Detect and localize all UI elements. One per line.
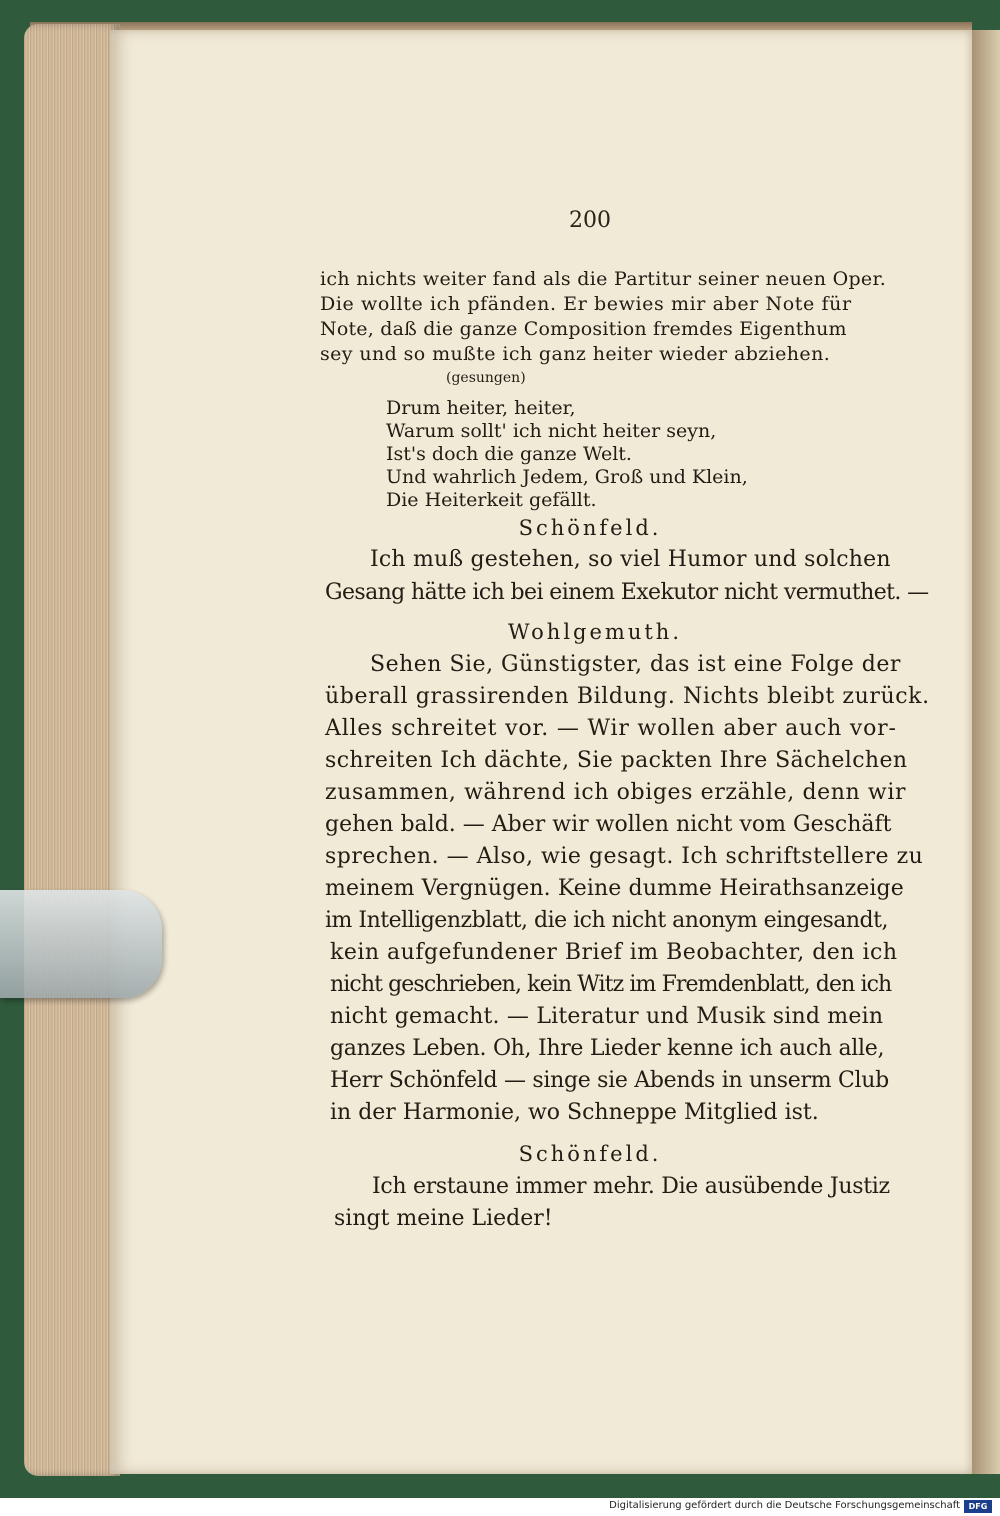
text-line: Die wollte ich pfänden. Er bewies mir aber Note für [320,293,852,315]
text-line: Ich muß gestehen, so viel Humor und solchen [370,547,891,572]
digitization-credit: Digitalisierung gefördert durch die Deutsche Forschungsgemeinschaft [609,1500,960,1511]
text-line: ich nichts weiter fand als die Partitur seiner neuen Oper. [320,268,887,290]
verse-line: Und wahrlich Jedem, Groß und Klein, [386,466,748,488]
dfg-logo: DFG [964,1500,992,1513]
text-line: in der Harmonie, wo Schneppe Mitglied ist. [330,1100,819,1125]
text-line: singt meine Lieder! [334,1206,553,1231]
text-line: ganzes Leben. Oh, Ihre Lieder kenne ich auch alle, [330,1036,885,1061]
text-line: meinem Vergnügen. Keine dumme Heirathsanzeige [325,876,904,901]
text-line: Ich erstaune immer mehr. Die ausübende Justiz [372,1174,890,1199]
text-line: Alles schreitet vor. — Wir wollen aber auch vor- [325,716,897,741]
verse-line: Drum heiter, heiter, [386,397,576,419]
text-line: sprechen. — Also, wie gesagt. Ich schriftstellere zu [325,844,924,869]
speaker-name: Wohlgemuth. [508,620,682,644]
text-line: nicht gemacht. — Literatur und Musik sind mein [330,1004,884,1029]
text-line: gehen bald. — Aber wir wollen nicht vom Geschäft [325,812,892,837]
text-line: Herr Schönfeld — singe sie Abends in unserm Club [330,1068,889,1093]
page-number: 200 [569,208,611,233]
text-line: schreiten Ich dächte, Sie packten Ihre Sächelchen [325,748,908,773]
text-line: kein aufgefundener Brief im Beobachter, den ich [330,940,898,965]
text-line: zusammen, während ich obiges erzähle, denn wir [325,780,907,805]
speaker-name: Schönfeld. [518,1142,662,1166]
speaker-name: Schönfeld. [518,516,662,540]
book-page-edges [24,24,120,1476]
page-marker-tab [0,890,162,998]
text-line: überall grassirenden Bildung. Nichts bleibt zurück. [325,684,930,709]
text-line: Note, daß die ganze Composition fremdes Eigenthum [320,318,847,340]
text-line: Gesang hätte ich bei einem Exekutor nicht vermuthet. — [325,580,929,605]
verse-line: Warum sollt' ich nicht heiter seyn, [386,420,717,442]
stage-direction: (gesungen) [446,370,526,386]
text-line: im Intelligenzblatt, die ich nicht anonym eingesandt, [325,908,888,933]
text-line: nicht geschrieben, kein Witz im Fremdenblatt, den ich [330,972,892,997]
text-line: sey und so mußte ich ganz heiter wieder abziehen. [320,343,831,365]
verse-line: Ist's doch die ganze Welt. [386,443,632,465]
verse-line: Die Heiterkeit gefällt. [386,489,597,511]
text-line: Sehen Sie, Günstigster, das ist eine Folge der [370,652,901,677]
